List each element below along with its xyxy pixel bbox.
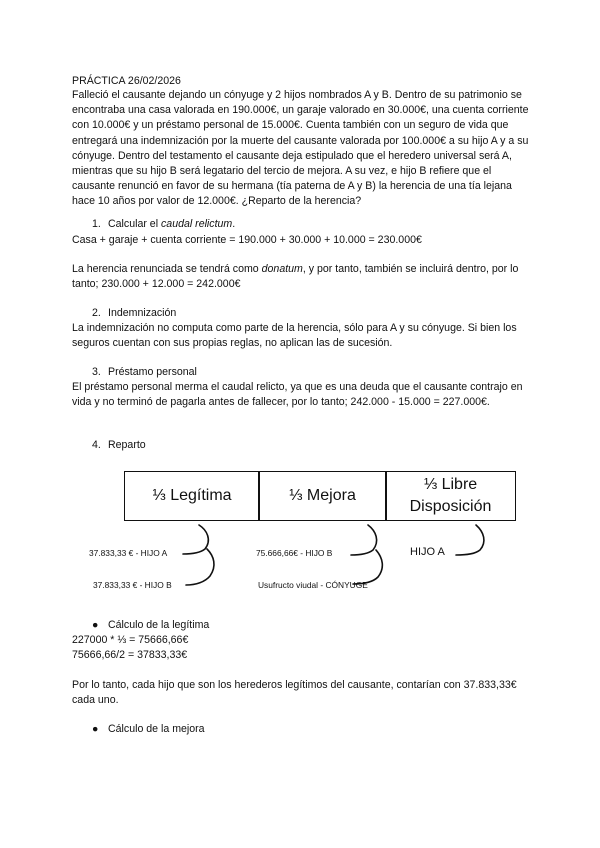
- label-hijo-a-legitima: 37.833,33 € - HIJO A: [89, 548, 168, 558]
- section-4-number: 4.: [92, 439, 101, 451]
- legitima-heading: [92, 618, 209, 633]
- brace-mejora-lower: [353, 550, 382, 584]
- section-1-para-italic: donatum: [261, 263, 303, 275]
- section-3-number: 3.: [92, 366, 101, 378]
- legitima-heading-text: Cálculo de la legítima: [108, 619, 210, 631]
- section-1-calculation: Casa + garaje + cuenta corriente = 190.000 + 30.000 + 10.000 = 230.000€: [72, 234, 422, 246]
- section-3-paragraph: El préstamo personal merma el caudal relicto, ya que es una deuda que el causante contrajo en vida y no terminó de pagarla antes de fallecer, por lo tanto; 242.000 - 15.000 = 227.000€.: [72, 381, 523, 409]
- brace-legitima-upper: [183, 525, 208, 554]
- cell-libre-line1: ⅓ Libre: [423, 476, 478, 493]
- label-hijo-b-mejora: 75.666,66€ - HIJO B: [256, 548, 333, 558]
- label-hijo-b-legitima: 37.833,33 € - HIJO B: [93, 580, 172, 590]
- section-2-number: 2.: [92, 307, 101, 319]
- cell-mejora: ⅓ Mejora: [258, 471, 387, 521]
- bullet-dot-icon: ●: [92, 723, 99, 735]
- cell-libre-disposicion: [385, 471, 516, 521]
- section-1-heading-prefix: Calcular el: [108, 218, 161, 230]
- section-3-heading-text: Préstamo personal: [108, 366, 197, 378]
- cell-libre-line2: Disposición: [409, 498, 492, 515]
- mejora-heading: [92, 722, 205, 737]
- mejora-heading-text: Cálculo de la mejora: [108, 723, 205, 735]
- label-hijo-a-libre: HIJO A: [410, 546, 445, 558]
- section-1-para-suffix: , y por tanto, también se incluirá dentro, por lo tanto; 230.000 + 12.000 = 242.000€: [72, 263, 519, 291]
- legitima-line-1: 227000 * ⅓ = 75666,66€: [72, 634, 189, 646]
- problem-statement: Falleció el causante dejando un cónyuge y 2 hijos nombrados A y B. Dentro de su patrimonio se encontraba una casa valorada en 190.000€, un garaje valorado en 30.000€, una cuenta corriente con 10.000€ y un préstamo personal de 15.000€. Cuenta también con un seguro de vida que entregará una indemnización por la muerte del causante valorada por 100.000€ a su hijo A y a su cónyuge. Dentro del testamento el causante deja estipulado que el heredero universal será A, mientras que su hijo B será legatario del tercio de mejora. A su vez, e hijo B refiere que el causante renunció en favor de su hermana (tía paterna de A y B) la herencia de una tía lejana hace 10 años por valor de 12.000€. ¿Reparto de la herencia?: [72, 89, 529, 208]
- section-2-heading-text: Indemnización: [108, 307, 177, 319]
- label-usufructo-conyuge: Usufructo viudal - CÓNYUGE: [258, 580, 368, 590]
- section-1-heading-suffix: .: [232, 218, 236, 230]
- document-title: PRÁCTICA 26/02/2026: [72, 75, 181, 87]
- section-3-heading: [92, 365, 197, 380]
- section-1-para-prefix: La herencia renunciada se tendrá como: [72, 263, 262, 275]
- bullet-dot-icon: ●: [92, 619, 99, 631]
- brace-mejora-upper: [351, 525, 377, 555]
- section-1-paragraph: [72, 262, 532, 292]
- brace-libre: [456, 525, 484, 555]
- legitima-paragraph: Por lo tanto, cada hijo que son los herederos legítimos del causante, contarían con 37.833,33€ cada uno.: [72, 679, 517, 707]
- cell-legitima: ⅓ Legítima: [124, 471, 260, 521]
- section-1-number: 1.: [92, 218, 101, 230]
- section-1-heading: [92, 217, 235, 232]
- section-4-heading-text: Reparto: [108, 439, 146, 451]
- section-1-heading-italic: caudal relictum: [161, 218, 233, 230]
- legitima-line-2: 75666,66/2 = 37833,33€: [72, 649, 188, 661]
- section-2-paragraph: La indemnización no computa como parte de la herencia, sólo para A y su cónyuge. Si bien los seguros cuentan con sus propias reglas, no aplican las de sucesión.: [72, 322, 517, 350]
- brace-legitima-lower: [186, 549, 214, 585]
- section-2-heading: [92, 306, 176, 321]
- section-4-heading: [92, 438, 146, 453]
